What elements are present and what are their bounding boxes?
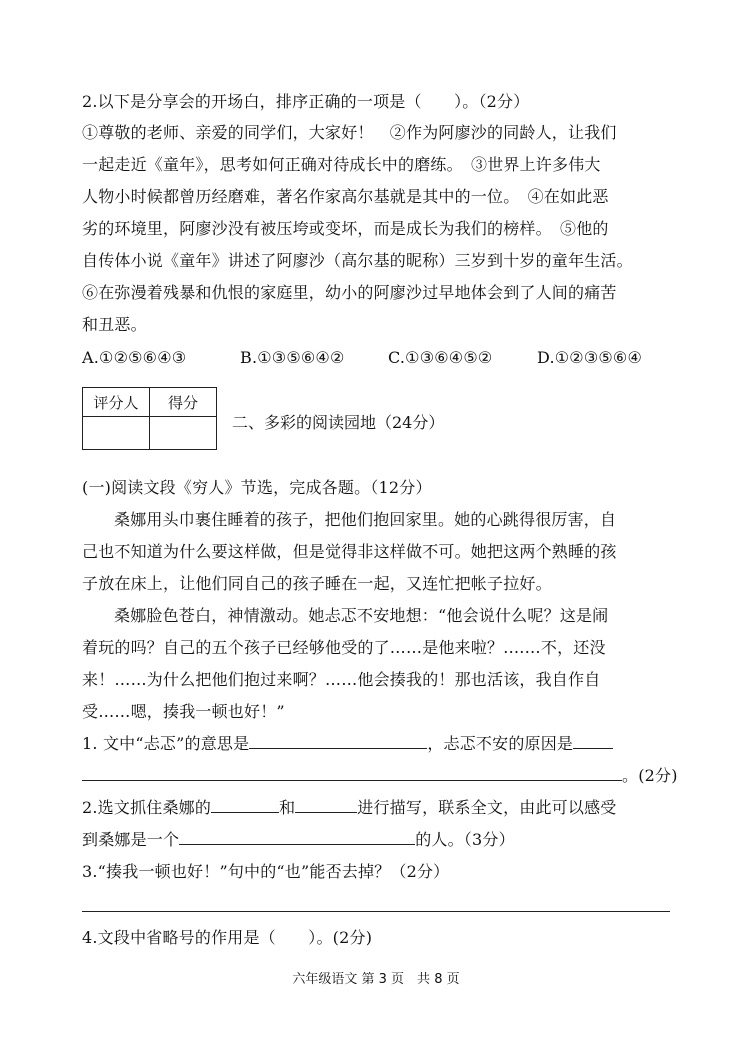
q2-text-line-7: 和丑恶。 bbox=[82, 315, 147, 334]
question-1-line-2 bbox=[82, 765, 678, 787]
q2-text-line-1: ①尊敬的老师、亲爱的同学们，大家好！ ②作为阿廖沙的同龄人，让我们 bbox=[82, 123, 617, 142]
q1-points: 。(2分) bbox=[622, 766, 678, 785]
score-cell bbox=[150, 417, 217, 450]
passage-p1-line-2: 己也不知道为什么要这样做，但是觉得非这样做不可。她把这两个熟睡的孩 bbox=[82, 542, 617, 561]
q2b-blank-1[interactable] bbox=[211, 797, 279, 813]
page-footer: 六年级语文 第 3 页 共 8 页 bbox=[292, 972, 460, 987]
score-table bbox=[82, 387, 217, 450]
q2b-prompt: 2.选文抓住桑娜的 bbox=[82, 798, 212, 817]
q1-reason-blank-2[interactable] bbox=[82, 765, 622, 781]
q2-text-line-5: 自传体小说《童年》讲述了阿廖沙（高尔基的昵称）三岁到十岁的童年生活。 bbox=[82, 251, 633, 270]
q1-meaning-blank[interactable] bbox=[249, 733, 427, 749]
q2-stem: 2.以下是分享会的开场白，排序正确的一项是（ ）。（2分） bbox=[82, 92, 530, 111]
q3-answer-line[interactable] bbox=[82, 911, 670, 912]
q2b-blank-2[interactable] bbox=[295, 797, 357, 813]
section-title: 二、多彩的阅读园地（24分） bbox=[232, 413, 445, 432]
q2-option-c: C.①③⑥④⑤② bbox=[388, 348, 493, 367]
q2-option-a: A.①②⑤⑥④③ bbox=[82, 348, 187, 367]
grader-cell bbox=[83, 417, 150, 450]
question-1-line-1 bbox=[82, 733, 613, 755]
passage-heading: (一)阅读文段《穷人》节选，完成各题。（12分） bbox=[82, 478, 432, 497]
q2-text-line-4: 劣的环境里，阿廖沙没有被压垮或变坏，而是成长为我们的榜样。 ⑤他的 bbox=[82, 219, 609, 238]
q1-reason-blank-1[interactable] bbox=[573, 733, 613, 749]
q2-option-d: D.①②③⑤⑥④ bbox=[537, 348, 643, 367]
passage-p2-line-2: 着玩的吗？自己的五个孩子已经够他受的了……是他来啦？.……不，还没 bbox=[82, 638, 606, 657]
question-3: 3.“揍我一顿也好！”句中的“也”能否去掉？（2分） bbox=[82, 862, 450, 881]
score-header: 得分 bbox=[150, 388, 217, 417]
grader-header: 评分人 bbox=[83, 388, 150, 417]
q2b-blank-3[interactable] bbox=[179, 829, 415, 845]
q2-text-line-6: ⑥在弥漫着残暴和仇恨的家庭里，幼小的阿廖沙过早地体会到了人间的痛苦 bbox=[82, 283, 617, 302]
passage-p2-line-4: 受……嗯，揍我一顿也好！” bbox=[82, 702, 285, 721]
q1-prompt-2: ，忐忑不安的原因是 bbox=[427, 734, 574, 753]
q2b-prompt-2: 进行描写，联系全文，由此可以感受 bbox=[357, 798, 617, 817]
question-2-line-1 bbox=[82, 797, 616, 819]
q2-text-line-2: 一起走近《童年》，思考如何正确对待成长中的磨练。 ③世界上许多伟大 bbox=[82, 155, 601, 174]
q2b-and: 和 bbox=[279, 798, 296, 817]
passage-p1-line-1: 桑娜用头巾裹住睡着的孩子，把他们抱回家里。她的心跳得很厉害，自 bbox=[114, 510, 617, 529]
q2-option-b: B.①③⑤⑥④② bbox=[240, 348, 345, 367]
q1-prompt: 1. 文中“忐忑”的意思是 bbox=[82, 734, 250, 753]
question-2-line-2 bbox=[82, 829, 515, 851]
q2-text-line-3: 人物小时候都曾历经磨难，著名作家高尔基就是其中的一位。 ④在如此恶 bbox=[82, 187, 609, 206]
question-4: 4.文段中省略号的作用是（ ）。(2分) bbox=[82, 928, 373, 947]
q2b-points: 的人。（3分） bbox=[415, 830, 515, 849]
passage-p2-line-1: 桑娜脸色苍白，神情激动。她忐忑不安地想：“他会说什么呢？这是闹 bbox=[114, 606, 609, 625]
passage-p2-line-3: 来！……为什么把他们抱过来啊？……他会揍我的！那也活该，我自作自 bbox=[82, 670, 601, 689]
passage-p1-line-3: 子放在床上，让他们同自己的孩子睡在一起，又连忙把帐子拉好。 bbox=[82, 574, 552, 593]
q2b-prompt-3: 到桑娜是一个 bbox=[82, 830, 180, 849]
